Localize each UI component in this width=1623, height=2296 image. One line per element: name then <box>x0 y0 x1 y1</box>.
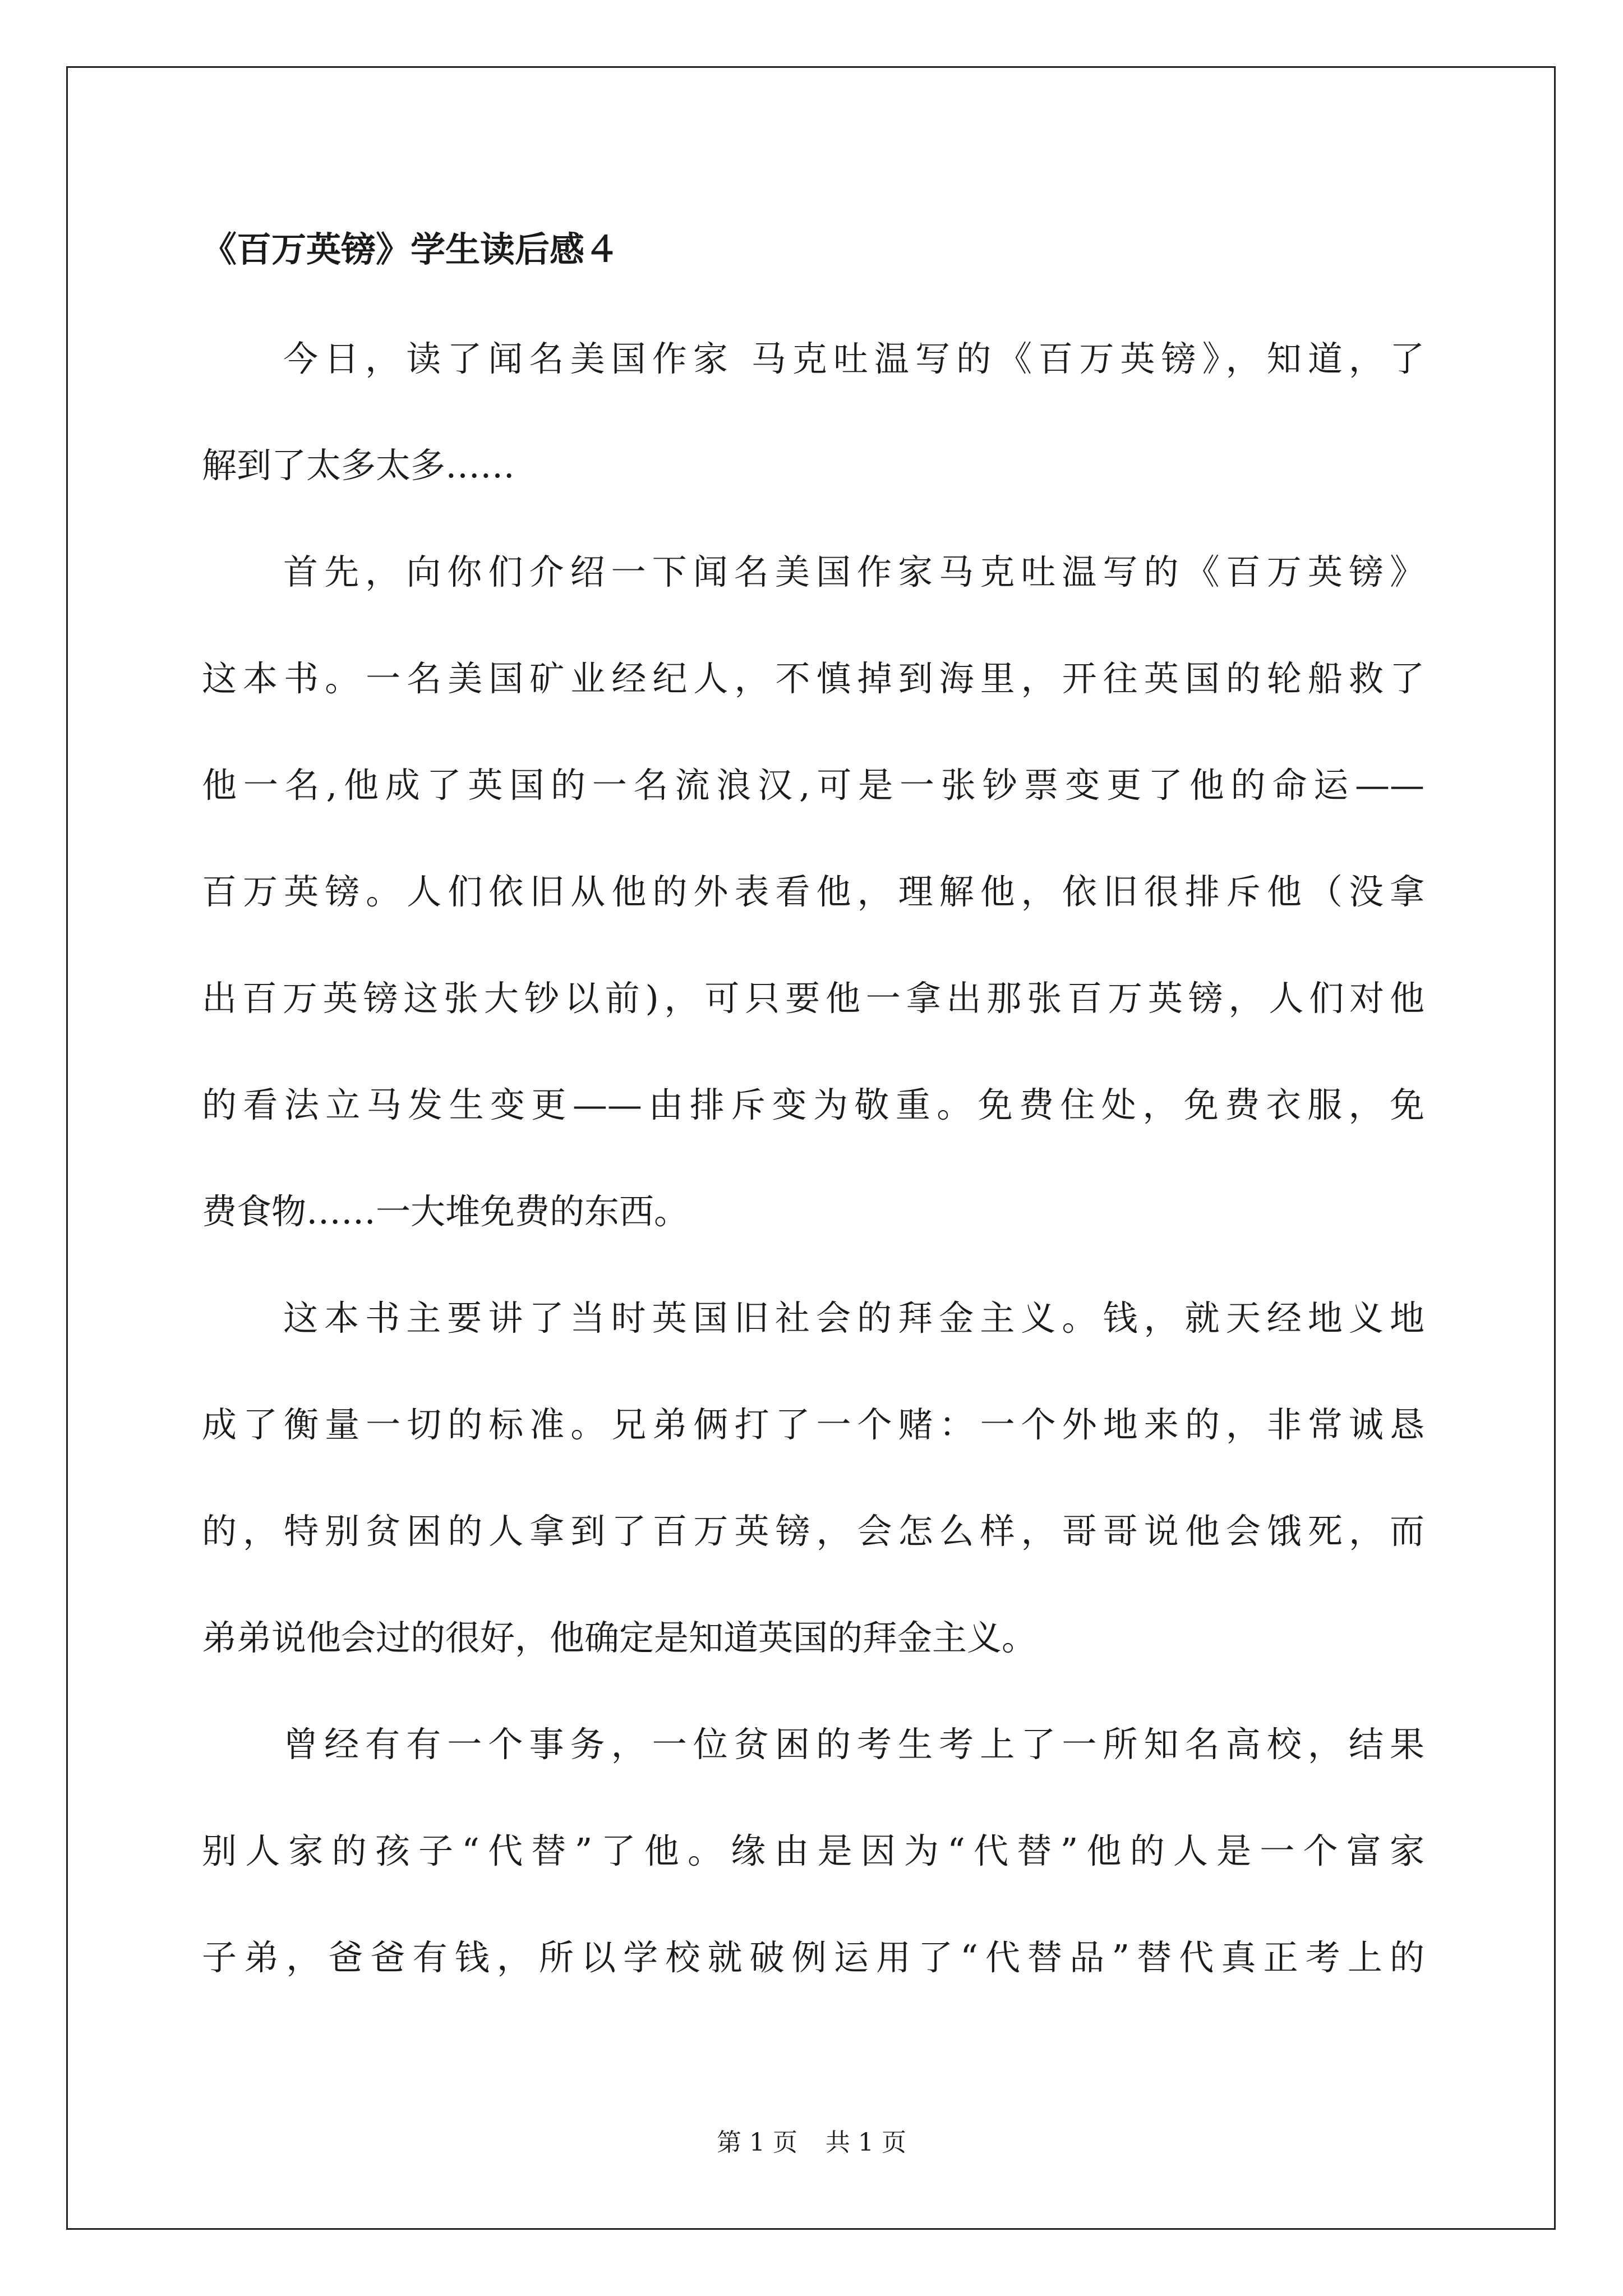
paragraph-line: 的看法立马发生变更——由排斥变为敬重。免费住处，免费衣服，免 <box>202 1084 1424 1125</box>
paragraph-line: 子弟，爸爸有钱，所以学校就破例运用了“代替品”替代真正考上的 <box>202 1937 1424 1978</box>
document-title: 《百万英镑》学生读后感４ <box>202 229 620 270</box>
page-number-total: 共 1 页 <box>826 2128 906 2157</box>
paragraph-line: 首先，向你们介绍一下闻名美国作家马克吐温写的《百万英镑》 <box>283 551 1424 592</box>
paragraph-line: 今日，读了闻名美国作家 马克吐温写的《百万英镑》，知道，了 <box>283 338 1424 379</box>
paragraph-line: 费食物……一大堆免费的东西。 <box>202 1191 689 1232</box>
paragraph-line: 别人家的孩子“代替”了他。缘由是因为“代替”他的人是一个富家 <box>202 1830 1424 1871</box>
page-number-current: 第 1 页 <box>717 2128 797 2157</box>
paragraph-line: 这本书主要讲了当时英国旧社会的拜金主义。钱，就天经地义地 <box>283 1297 1424 1338</box>
paragraph-line: 出百万英镑这张大钞以前)，可只要他一拿出那张百万英镑，人们对他 <box>202 978 1424 1019</box>
paragraph-line: 这本书。一名美国矿业经纪人，不慎掉到海里，开往英国的轮船救了 <box>202 658 1424 699</box>
paragraph-line: 弟弟说他会过的很好，他确定是知道英国的拜金主义。 <box>202 1617 1037 1658</box>
paragraph-line: 成了衡量一切的标准。兄弟俩打了一个赌：一个外地来的，非常诚恳 <box>202 1404 1424 1445</box>
paragraph-line: 曾经有有一个事务，一位贫困的考生考上了一所知名高校，结果 <box>283 1724 1424 1765</box>
paragraph-line: 的，特别贫困的人拿到了百万英镑，会怎么样，哥哥说他会饿死，而 <box>202 1511 1424 1552</box>
page-footer <box>0 2126 1623 2160</box>
paragraph-line: 他一名,他成了英国的一名流浪汉,可是一张钞票变更了他的命运—— <box>202 765 1424 806</box>
paragraph-line: 解到了太多太多…… <box>202 445 515 486</box>
paragraph-line: 百万英镑。人们依旧从他的外表看他，理解他，依旧很排斥他（没拿 <box>202 871 1424 912</box>
page-border <box>66 66 1556 2230</box>
